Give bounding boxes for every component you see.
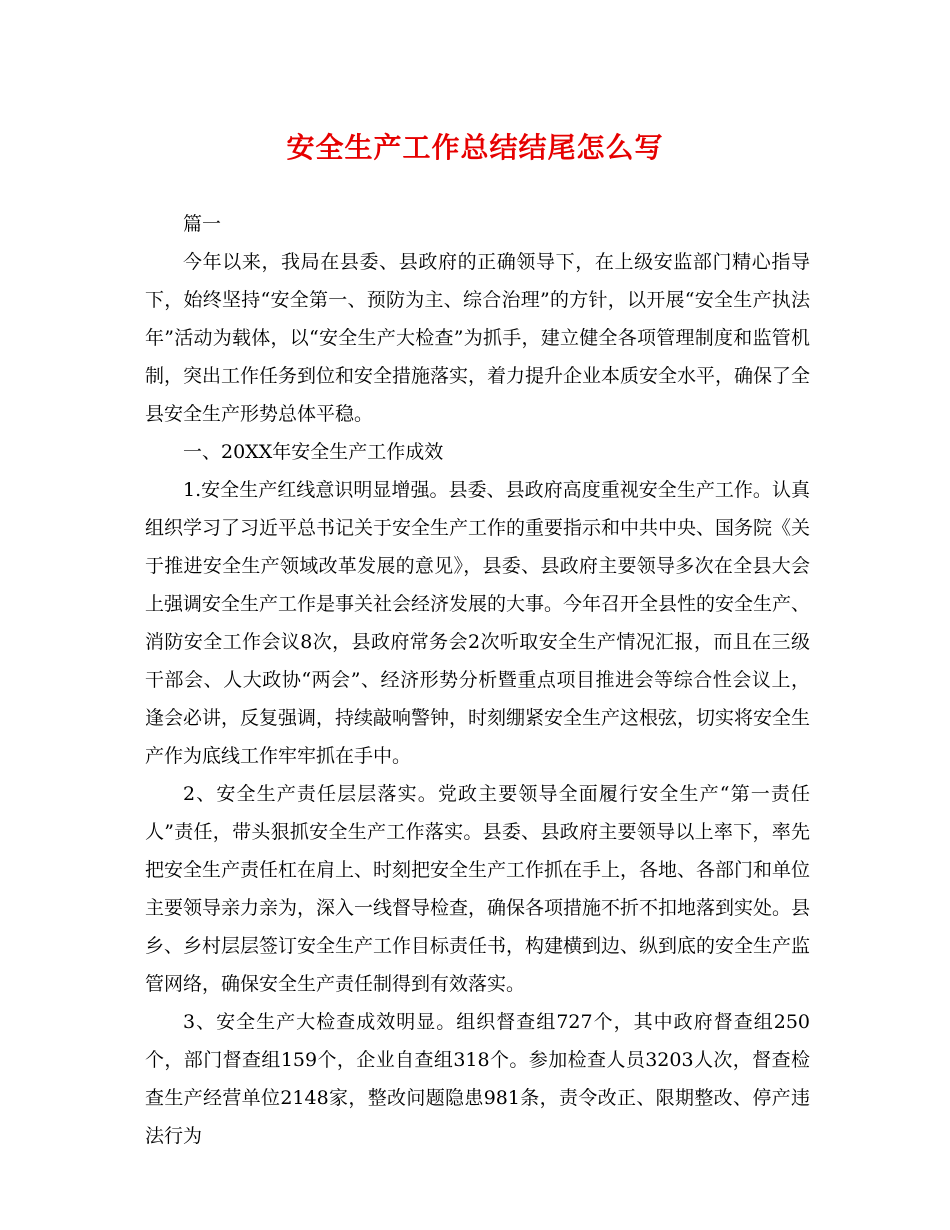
intro-paragraph: 今年以来，我局在县委、县政府的正确领导下，在上级安监部门精心指导下，始终坚持“安全第一、预防为主、综合治理”的方针，以开展“安全生产执法年”活动为载体，以“安全生产大检查”为抓手，建立健全各项管理制度和监管机制，突出工作任务到位和安全措施落实，着力提升企业本质安全水平，确保了全县安全生产形势总体平稳。 <box>145 251 811 425</box>
document-body <box>145 205 810 1155</box>
section-heading-achievements: 一、20XX年安全生产工作成效 <box>183 441 444 463</box>
paragraph-item-3: 3、安全生产大检查成效明显。组织督查组727个，其中政府督查组250个，部门督查组159个，企业自查组318个。参加检查人员3203人次，督查检查生产经营单位2148家，整改问题隐患981条，责令改正、限期整改、停产违法行为 <box>145 1011 810 1147</box>
section-heading-pian-yi: 篇一 <box>183 213 222 235</box>
paragraph-item-1: 1.安全生产红线意识明显增强。县委、县政府高度重视安全生产工作。认真组织学习了习近平总书记关于安全生产工作的重要指示和中共中央、国务院《关于推进安全生产领域改革发展的意见》，县委、县政府主要领导多次在全县大会上强调安全生产工作是事关社会经济发展的大事。今年召开全县性的安全生产、消防安全工作会议8次，县政府常务会2次听取安全生产情况汇报，而且在三级干部会、人大政协“两会”、经济形势分析暨重点项目推进会等综合性会议上，逢会必讲，反复强调，持续敲响警钟，时刻绷紧安全生产这根弦，切实将安全生产作为底线工作牢牢抓在手中。 <box>145 479 811 767</box>
paragraph-item-2: 2、安全生产责任层层落实。党政主要领导全面履行安全生产“第一责任人”责任，带头狠抓安全生产工作落实。县委、县政府主要领导以上率下，率先把安全生产责任杠在肩上、时刻把安全生产工作抓在手上，各地、各部门和单位主要领导亲力亲为，深入一线督导检查，确保各项措施不折不扣地落到实处。县乡、乡村层层签订安全生产工作目标责任书，构建横到边、纵到底的安全生产监管网络，确保安全生产责任制得到有效落实。 <box>145 783 811 995</box>
page-title: 安全生产工作总结结尾怎么写 <box>286 131 664 164</box>
